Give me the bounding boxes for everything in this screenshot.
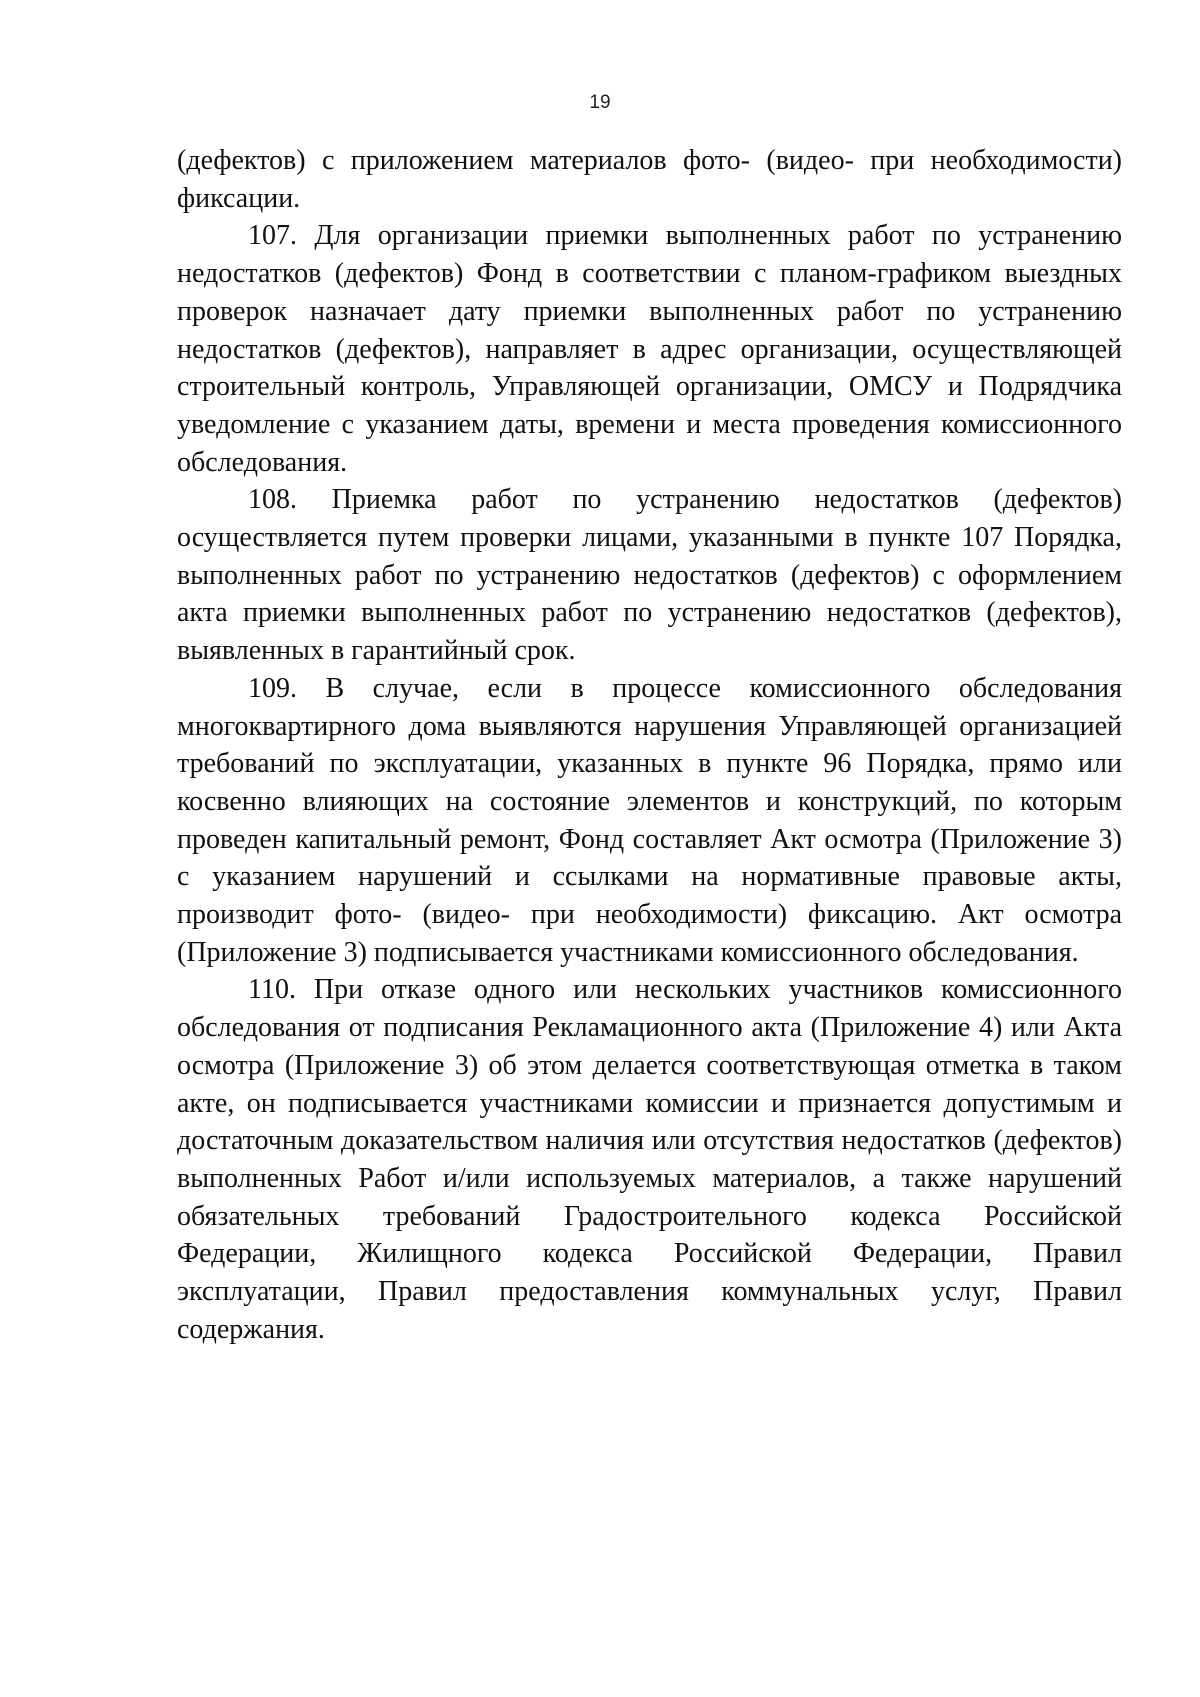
paragraph-110: 110. При отказе одного или нескольких участников комиссионного обследования от подписания Рекламационного акта (Приложение 4) или Акта осмотра (Приложение 3) об этом делается соответствующая отметка в таком акте, он подписывается участниками комиссии и признается допустимым и достаточным доказательством наличия или отсутствия недостатков (дефектов) выполненных Работ и/или используемых материалов, а также нарушений обязательных требований Градостроительного кодекса Российской Федерации, Жилищного кодекса Российской Федерации, Правил эксплуатации, Правил предоставления коммунальных услуг, Правил содержания. bbox=[177, 974, 1122, 1345]
paragraph-108: 108. Приемка работ по устранению недостатков (дефектов) осуществляется путем проверки лицами, указанными в пункте 107 Порядка, выполненных работ по устранению недостатков (дефектов) с оформлением акта приемки выполненных работ по устранению недостатков (дефектов), выявленных в гарантийный срок. bbox=[177, 484, 1122, 667]
paragraph-107: 107. Для организации приемки выполненных работ по устранению недостатков (дефектов) Фонд в соответствии с планом-графиком выездных проверок назначает дату приемки выполненных работ по устранению недостатков (дефектов), направляет в адрес организации, осуществляющей строительный контроль, Управляющей организации, ОМСУ и Подрядчика уведомление с указанием даты, времени и места проведения комиссионного обследования. bbox=[177, 220, 1122, 478]
page-number: 19 bbox=[589, 92, 611, 113]
document-body bbox=[177, 142, 1122, 1349]
paragraph-continuation: (дефектов) с приложением материалов фото- (видео- при необходимости) фиксации. bbox=[177, 145, 1122, 214]
paragraph-109: 109. В случае, если в процессе комиссионного обследования многоквартирного дома выявляются нарушения Управляющей организацией требований по эксплуатации, указанных в пункте 96 Порядка, прямо или косвенно влияющих на состояние элементов и конструкций, по которым проведен капитальный ремонт, Фонд составляет Акт осмотра (Приложение 3) с указанием нарушений и ссылками на нормативные правовые акты, производит фото- (видео- при необходимости) фиксацию. Акт осмотра (Приложение 3) подписывается участниками комиссионного обследования. bbox=[177, 672, 1122, 968]
